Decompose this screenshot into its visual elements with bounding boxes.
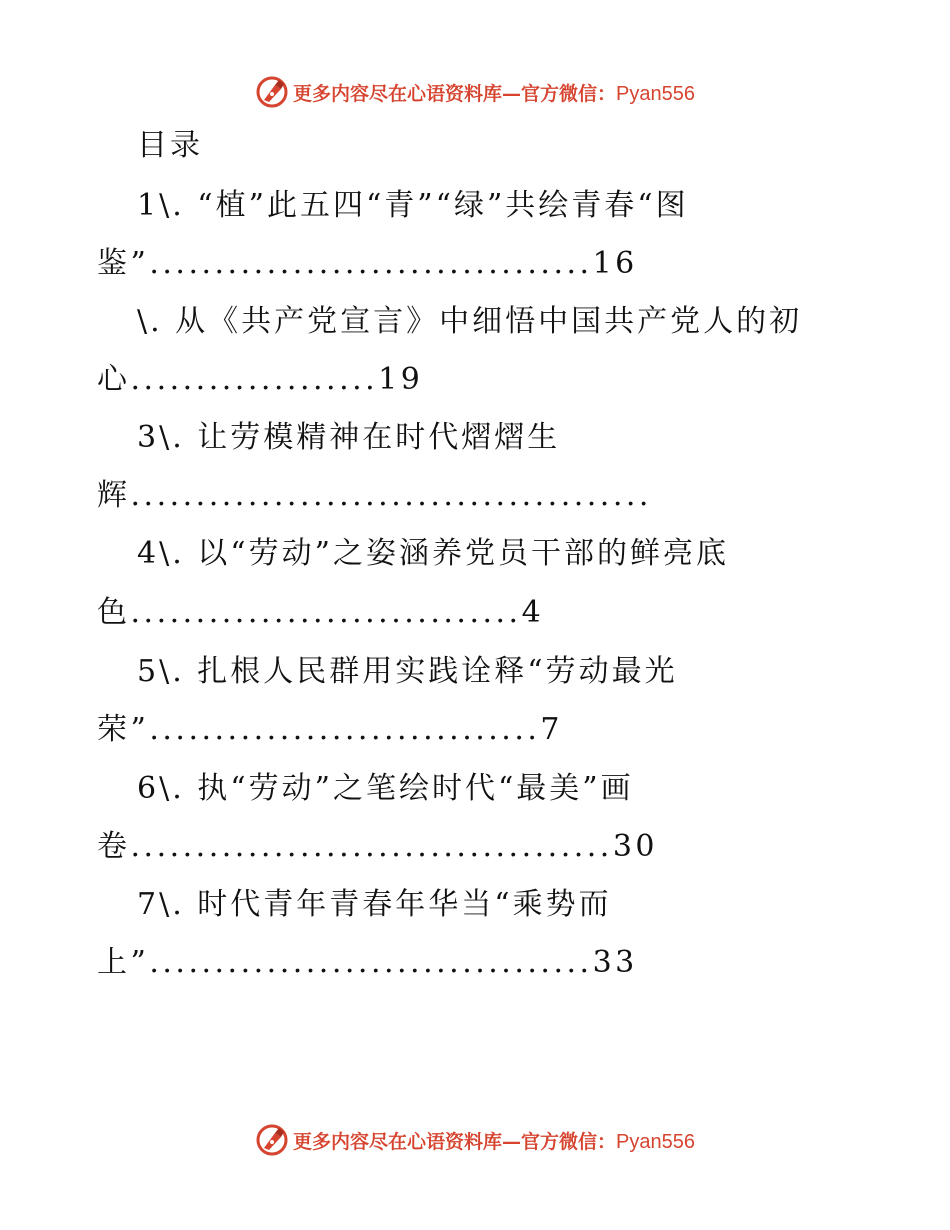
toc-entry-leader[interactable]: 荣”..............................7 — [97, 712, 564, 747]
pen-nib-circle-icon — [255, 1123, 289, 1157]
toc-entry-title[interactable]: 6\. 执“劳动”之笔绘时代“最美”画 — [137, 771, 634, 806]
watermark-text: 更多内容尽在心语资料库—官方微信：Pyan556 — [293, 82, 695, 105]
toc-entry-leader[interactable]: 心...................19 — [97, 362, 424, 397]
toc-entry-title[interactable]: 1\. “植”此五四“青”“绿”共绘青春“图 — [137, 188, 689, 223]
toc-entry-title[interactable]: 7\. 时代青年青春年华当“乘势而 — [137, 887, 612, 922]
toc-entry-title[interactable]: 3\. 让劳模精神在时代熠熠生 — [137, 420, 561, 455]
toc-entry-leader[interactable]: 鉴”..................................16 — [97, 246, 638, 281]
toc-entry-title[interactable]: 5\. 扎根人民群用实践诠释“劳动最光 — [137, 654, 678, 689]
toc-heading: 目录 — [137, 128, 203, 163]
footer-watermark — [0, 1120, 950, 1160]
toc-entry-leader[interactable]: 色..............................4 — [97, 595, 545, 630]
toc-entry-title[interactable]: 4\. 以“劳动”之姿涵养党员干部的鲜亮底 — [137, 536, 729, 571]
watermark-text: 更多内容尽在心语资料库—官方微信：Pyan556 — [293, 1130, 695, 1153]
toc-entry-leader[interactable]: 上”..................................33 — [97, 945, 638, 980]
toc-entry-title[interactable]: \. 从《共产党宣言》中细悟中国共产党人的初 — [137, 304, 803, 339]
toc-entry-leader[interactable]: 卷.....................................30 — [97, 829, 659, 864]
toc-entry-leader[interactable]: 辉........................................ — [97, 478, 652, 513]
